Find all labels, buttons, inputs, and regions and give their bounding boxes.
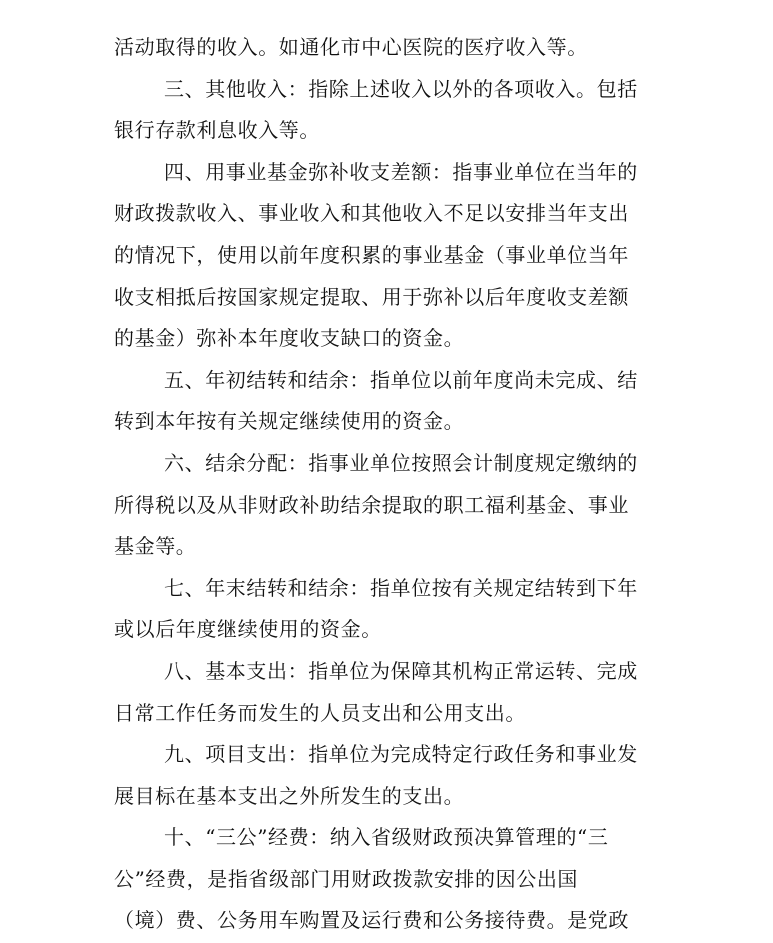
text-line: 四、用事业基金弥补收支差额：指事业单位在当年的: [164, 159, 638, 184]
text-line: 的情况下，使用以前年度积累的事业基金（事业单位当年: [114, 242, 629, 267]
text-line: 八、基本支出：指单位为保障其机构正常运转、完成: [164, 658, 638, 683]
text-line: 七、年末结转和结余：指单位按有关规定结转到下年: [164, 575, 638, 600]
text-line: 财政拨款收入、事业收入和其他收入不足以安排当年支出: [114, 201, 629, 226]
text-line: 九、项目支出：指单位为完成特定行政任务和事业发: [164, 742, 638, 767]
text-line: 银行存款利息收入等。: [114, 118, 320, 143]
text-line: 五、年初结转和结余：指单位以前年度尚未完成、结: [164, 367, 638, 392]
text-line: 或以后年度继续使用的资金。: [114, 617, 382, 642]
text-line: 收支相抵后按国家规定提取、用于弥补以后年度收支差额: [114, 284, 629, 309]
document-body: [114, 27, 660, 942]
text-line: 日常工作任务而发生的人员支出和公用支出。: [114, 700, 526, 725]
text-line: 十、“三公”经费：纳入省级财政预决算管理的“三: [164, 825, 609, 850]
text-line: 基金等。: [114, 534, 197, 559]
text-line: 公”经费，是指省级部门用财政拨款安排的因公出国: [114, 866, 579, 891]
text-line: 活动取得的收入。如通化市中心医院的医疗收入等。: [114, 35, 588, 59]
text-line: 转到本年按有关规定继续使用的资金。: [114, 409, 465, 434]
text-line: 展目标在基本支出之外所发生的支出。: [114, 783, 465, 808]
text-line: 的基金）弥补本年度收支缺口的资金。: [114, 326, 465, 351]
text-line: 三、其他收入：指除上述收入以外的各项收入。包括: [164, 76, 638, 101]
text-line: 六、结余分配：指事业单位按照会计制度规定缴纳的: [164, 450, 638, 475]
text-line: 所得税以及从非财政补助结余提取的职工福利基金、事业: [114, 492, 629, 517]
text-line: （境）费、公务用车购置及运行费和公务接待费。是党政: [114, 908, 629, 933]
